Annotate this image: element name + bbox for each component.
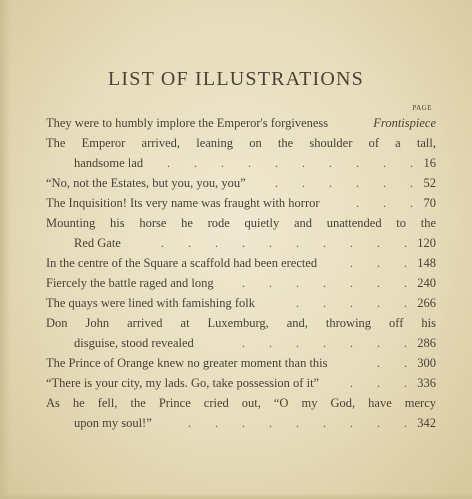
illustration-caption: Mounting his horse he rode quietly and unattended to the	[46, 216, 436, 230]
illustration-caption-line	[46, 213, 436, 233]
illustration-caption: upon my soul!”	[74, 416, 152, 430]
page-number: 342	[417, 416, 436, 430]
illustration-caption: Fiercely the battle raged and long	[46, 276, 214, 290]
illustrations-list	[46, 113, 436, 433]
page-number: Frontispiece	[373, 116, 436, 130]
illustration-caption-line	[46, 293, 436, 313]
dot-leader: . . . . . . . . . .	[161, 236, 407, 250]
illustration-caption-line	[46, 253, 436, 273]
illustration-caption: “No, not the Estates, but you, you, you”	[46, 176, 246, 190]
illustration-caption: They were to humbly implore the Emperor's forgiveness	[46, 116, 329, 130]
illustration-caption: The Inquisition! Its very name was fraught with horror	[46, 196, 320, 210]
illustration-caption-line	[46, 153, 436, 173]
page-number: 266	[417, 296, 436, 310]
dot-leader: . . . . . .	[275, 176, 413, 190]
illustration-caption: Don John arrived at Luxemburg, and, throwing off his	[46, 316, 436, 330]
illustration-caption: In the centre of the Square a scaffold had been erected	[46, 256, 318, 270]
illustration-entry	[46, 193, 436, 213]
illustration-entry	[46, 213, 436, 253]
illustration-caption-line	[46, 193, 436, 213]
illustration-caption: The Prince of Orange knew no greater moment than this	[46, 356, 328, 370]
dot-leader: . . . . .	[296, 296, 407, 310]
illustration-entry	[46, 293, 436, 313]
illustration-caption-line	[46, 113, 436, 133]
illustration-entry	[46, 393, 436, 433]
illustration-caption-line	[46, 353, 436, 373]
illustration-entry	[46, 313, 436, 353]
page-title: LIST OF ILLUSTRATIONS	[108, 68, 364, 90]
illustration-caption-line	[46, 173, 436, 193]
dot-leader: . . . . . . . . .	[188, 416, 407, 430]
illustration-caption: Red Gate	[74, 236, 121, 250]
dot-leader: . . . . . . .	[242, 276, 407, 290]
dot-leader: . . .	[356, 196, 413, 210]
illustration-caption: “There is your city, my lads. Go, take possession of it”	[46, 376, 320, 390]
illustration-caption: The quays were lined with famishing folk	[46, 296, 255, 310]
page-number: 16	[423, 156, 436, 170]
dot-leader: . . .	[350, 256, 407, 270]
page-number: 300	[417, 356, 436, 370]
dot-leader: . .	[377, 356, 407, 370]
illustration-caption: disguise, stood revealed	[74, 336, 194, 350]
page-column-label: PAGE	[412, 104, 432, 112]
illustration-entry	[46, 133, 436, 173]
illustration-caption-line	[46, 373, 436, 393]
illustration-entry	[46, 253, 436, 273]
illustration-caption-line	[46, 133, 436, 153]
illustration-entry	[46, 353, 436, 373]
illustration-caption: The Emperor arrived, leaning on the shoulder of a tall,	[46, 136, 436, 150]
illustration-entry	[46, 113, 436, 133]
illustration-caption-line	[46, 233, 436, 253]
dot-leader: . . . . . . . . . .	[167, 156, 413, 170]
page-number: 120	[417, 236, 436, 250]
illustration-caption: handsome lad	[74, 156, 144, 170]
dot-leader: . . . . . . .	[242, 336, 407, 350]
illustration-caption-line	[46, 273, 436, 293]
page-number: 52	[423, 176, 436, 190]
page-number: 70	[423, 196, 436, 210]
page-number: 286	[417, 336, 436, 350]
page-number: 336	[417, 376, 436, 390]
illustration-entry	[46, 173, 436, 193]
illustration-caption-line	[46, 313, 436, 333]
illustration-caption: As he fell, the Prince cried out, “O my God, have mercy	[46, 396, 436, 410]
illustration-entry	[46, 373, 436, 393]
illustration-caption-line	[46, 393, 436, 413]
illustration-entry	[46, 273, 436, 293]
page-number: 240	[417, 276, 436, 290]
illustration-caption-line	[46, 413, 436, 433]
dot-leader: . . .	[350, 376, 407, 390]
page-number: 148	[417, 256, 436, 270]
illustration-caption-line	[46, 333, 436, 353]
